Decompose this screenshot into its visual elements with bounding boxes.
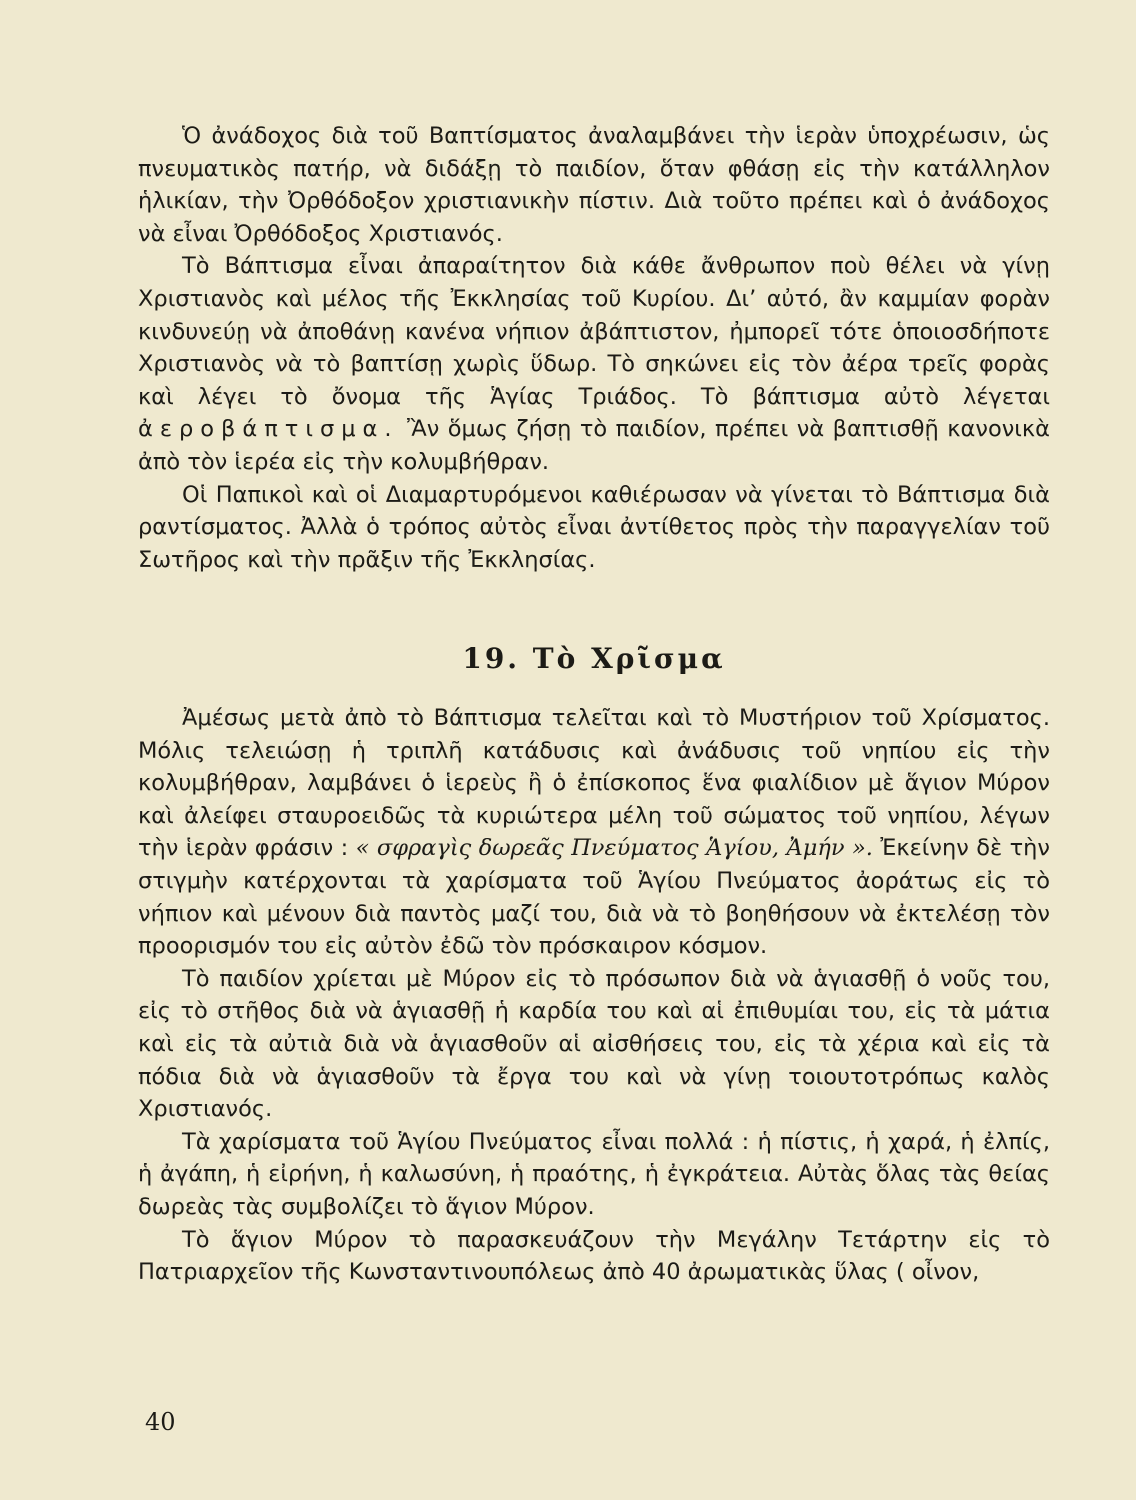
paragraph-text: Τὸ Βάπτισμα εἶναι ἀπαραίτητον διὰ κάθε ἄνθρωπον ποὺ θέλει νὰ γίνῃ Χριστιανὸς καὶ μέλος τῆς Ἐκκλησίας τοῦ Κυρίου. Δι’ αὐτό, ἂν καμμίαν φορὰν κινδυνεύῃ νὰ ἀποθάνῃ κανένα νήπιον ἀβάπτιστον, ἠμπορεῖ τότε ὁποιοσδήποτε Χριστιανὸς νὰ τὸ βαπτίσῃ χωρὶς ὕδωρ. Τὸ σηκώνει εἰς τὸν ἀέρα τρεῖς φορὰς καὶ λέγει τὸ ὄνομα τῆς Ἁγίας Τριάδος. Τὸ βάπτισμα αὐτὸ λέγεται <box>138 253 1050 410</box>
paragraph-baptism-necessity <box>138 250 1050 478</box>
paragraph-text: Ἐκείνην δὲ τὴν στιγμὴν κατέρχονται τὰ χαρίσματα τοῦ Ἁγίου Πνεύματος ἀοράτως εἰς τὸ νήπιον καὶ μένουν διὰ παντὸς μαζί του, διὰ νὰ τὸ βοηθήσουν νὰ ἐκτελέσῃ τὸν προορισμόν του εἰς αὐτὸν ἐδῶ τὸν πρόσκαιρον κόσμον. <box>138 835 1050 960</box>
paragraph-anointing: Τὸ παιδίον χρίεται μὲ Μύρον εἰς τὸ πρόσωπον διὰ νὰ ἁγιασθῇ ὁ νοῦς του, εἰς τὸ στῆθος διὰ νὰ ἁγιασθῇ ἡ καρδία του καὶ αἱ ἐπιθυμίαι του, εἰς τὰ μάτια καὶ εἰς τὰ αὐτιὰ διὰ νὰ ἁγιασθοῦν αἱ αἰσθήσεις του, εἰς τὰ χέρια καὶ εἰς τὰ πόδια διὰ νὰ ἁγιασθοῦν τὰ ἔργα του καὶ νὰ γίνῃ τοιουτοτρόπως καλὸς Χριστιανός. <box>138 965 1050 1123</box>
paragraph-text: Ἂν ὅμως ζήσῃ τὸ παιδίον, πρέπει νὰ βαπτισθῇ κανονικὰ ἀπὸ τὸν ἱερέα εἰς τὴν κολυμβήθραν. <box>138 416 1050 475</box>
page-number: 40 <box>145 1408 176 1436</box>
paragraph-godparent: Ὁ ἀνάδοχος διὰ τοῦ Βαπτίσματος ἀναλαμβάνει τὴν ἱερὰν ὑποχρέωσιν, ὡς πνευματικὸς πατήρ, νὰ διδάξῃ τὸ παιδίον, ὅταν φθάσῃ εἰς τὴν κατάλληλον ἡλικίαν, τὴν Ὀρθόδοξον χριστιανικὴν πίστιν. Διὰ τοῦτο πρέπει καὶ ὁ ἀνάδοχος νὰ εἶναι Ὀρθόδοξος Χριστιανός. <box>138 123 1050 247</box>
paragraph-gifts: Τὰ χαρίσματα τοῦ Ἁγίου Πνεύματος εἶναι πολλά : ἡ πίστις, ἡ χαρά, ἡ ἐλπίς, ἡ ἀγάπη, ἡ εἰρήνη, ἡ καλωσύνη, ἡ πραότης, ἡ ἐγκράτεια. Αὐτὰς ὅλας τὰς θείας δωρεὰς τὰς συμβολίζει τὸ ἅγιον Μύρον. <box>138 1128 1050 1220</box>
paragraph-text: Ἀμέσως μετὰ ἀπὸ τὸ Βάπτισμα τελεῖται καὶ τὸ Μυστήριον τοῦ Χρίσματος. Μόλις τελειώσῃ ἡ τριπλῆ κατάδυσις καὶ ἀνάδυσις τοῦ νηπίου εἰς τὴν κολυμβήθραν, λαμβάνει ὁ ἱερεὺς ἢ ὁ ἐπίσκοπος ἕνα φιαλίδιον μὲ ἅγιον Μύρον καὶ ἀλείφει σταυροειδῶς τὰ κυριώτερα μέλη τοῦ σώματος τοῦ νηπίου, λέγων τὴν ἱερὰν φράσιν : <box>138 705 1050 862</box>
liturgical-quote: « σφραγὶς δωρεᾶς Πνεύματος Ἁγίου, Ἀμήν ». <box>355 835 873 862</box>
text-block-top <box>138 120 1050 576</box>
paragraph-sprinkling: Οἱ Παπικοὶ καὶ οἱ Διαμαρτυρόμενοι καθιέρωσαν νὰ γίνεται τὸ Βάπτισμα διὰ ραντίσματος. Ἀλλὰ ὁ τρόπος αὐτὸς εἶναι ἀντίθετος πρὸς τὴν παραγγελίαν τοῦ Σωτῆρος καὶ τὴν πρᾶξιν τῆς Ἐκκλησίας. <box>138 481 1050 573</box>
term-aerobaptism: ἀεροβάπτισμα. <box>138 416 399 443</box>
paragraph-myron-preparation: Τὸ ἅγιον Μύρον τὸ παρασκευάζουν τὴν Μεγάλην Τετάρτην εἰς τὸ Πατριαρχεῖον τῆς Κωνσταντινουπόλεως ἀπὸ 40 ἀρωματικὰς ὕλας ( οἶνον, <box>138 1226 1050 1286</box>
text-block-bottom <box>138 702 1050 1289</box>
section-heading: 19. Τὸ Χρῖσμα <box>462 642 726 675</box>
paragraph-chrism-rite <box>138 702 1050 963</box>
